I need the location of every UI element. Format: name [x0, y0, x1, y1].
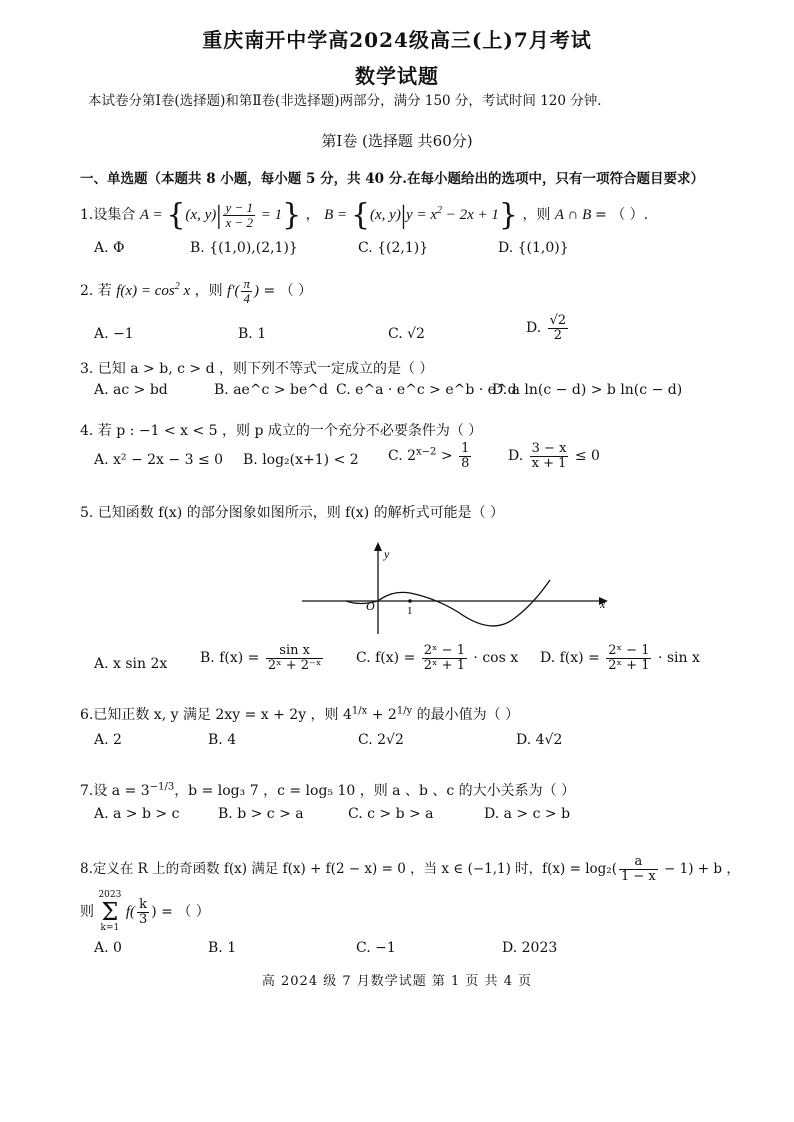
question-8-line-2 — [80, 890, 210, 934]
exam-intro: 本试卷分第Ⅰ卷(选择题)和第Ⅱ卷(非选择题)两部分，满分 150 分，考试时间 120 分钟. — [88, 93, 602, 109]
q5-option-b-num: sin x — [266, 644, 324, 659]
q4-option-d-label: D. — [508, 448, 524, 465]
q5-option-a: A. x sin 2x — [94, 656, 168, 672]
q4-option-c-fraction — [459, 442, 471, 470]
q2-option-d-fraction — [548, 314, 569, 342]
q1-option-d: D. {(1,0)} — [498, 240, 569, 256]
tick-mark-1 — [408, 599, 412, 603]
q8-fraction-den: 1 − x — [620, 869, 656, 884]
q5-option-b-den: 2ˣ + 2⁻ˣ — [267, 657, 322, 673]
q3-option-c: C. e^a · e^c > e^b · e^d — [336, 382, 517, 398]
q8-option-a: A. 0 — [94, 940, 122, 956]
origin-label: O — [366, 599, 375, 613]
function-curve — [346, 580, 550, 626]
x-axis-label: x — [600, 597, 606, 611]
q2-option-d — [526, 314, 570, 342]
q1-option-c: C. {(2,1)} — [358, 240, 429, 256]
q6-exponent-1: 1/x — [351, 705, 368, 717]
q5-option-c-fraction — [422, 644, 467, 672]
q8-sum-num: k — [137, 898, 149, 913]
q4-option-a: A. x² − 2x − 3 ≤ 0 — [94, 452, 224, 468]
question-5-stem: 5. 已知函数 f(x) 的部分图象如图所示，则 f(x) 的解析式可能是（ ） — [80, 505, 505, 521]
q8-option-c: C. −1 — [356, 940, 396, 956]
exam-title: 重庆南开中学高2024级高三(上)7月考试 — [202, 28, 592, 52]
q8-sum-symbol: Σ — [101, 898, 119, 926]
function-graph — [300, 540, 620, 640]
q6-option-d: D. 4√2 — [516, 732, 563, 748]
q8-sum-den: 3 — [138, 911, 148, 927]
exam-subtitle: 数学试题 — [355, 64, 439, 88]
q4-option-c-den: 8 — [461, 455, 470, 471]
q4-option-d-rel: ≤ 0 — [574, 448, 600, 465]
q8-stem-b: − 1) + b ， — [659, 861, 740, 877]
q8-sum-body-b: ) = （ ） — [151, 904, 210, 920]
q7-option-d: D. a > c > b — [484, 806, 571, 822]
q2-option-a: A. −1 — [94, 326, 134, 342]
q1-tail: = （ ）. — [595, 207, 649, 223]
q7-option-c: C. c > b > a — [348, 806, 434, 822]
q4-option-d-num: 3 − x — [531, 441, 567, 456]
question-8-stem — [80, 854, 740, 884]
q1-suffix: ，则 — [522, 207, 551, 223]
q6-exponent-2: 1/y — [396, 705, 413, 717]
q6-stem-c: 的最小值为（ ） — [412, 707, 520, 723]
q1-intersection: A ∩ B — [554, 207, 596, 223]
q7-option-b: B. b > c > a — [218, 806, 304, 822]
q4-option-c — [388, 442, 473, 470]
q5-option-b-label: B. f(x) = — [200, 650, 260, 667]
q8-option-b: B. 1 — [208, 940, 237, 956]
question-6-stem — [80, 704, 519, 724]
q2-tail: = （ ） — [263, 283, 313, 299]
q3-option-b: B. ae^c > be^d — [214, 382, 328, 398]
q2-option-c: C. √2 — [388, 326, 425, 342]
q6-option-b: B. 4 — [208, 732, 237, 748]
q7-exponent: −1/3 — [149, 781, 175, 793]
q2-function: $f(x) = \cos^2 x$ — [116, 281, 191, 299]
q8-sum-upper: 2023 — [98, 890, 122, 900]
q8-summation — [98, 891, 121, 933]
q2-prefix: 2. 若 — [80, 283, 112, 299]
q5-option-c-tail: · cos x — [473, 650, 519, 667]
q2-option-b: B. 1 — [238, 326, 267, 342]
section-heading: 一、单选题（本题共 8 小题，每小题 5 分，共 40 分.在每小题给出的选项中，只有一项符合题目要求） — [80, 171, 704, 187]
q4-option-d — [508, 442, 600, 470]
q6-option-c: C. 2√2 — [358, 732, 404, 748]
question-7-stem — [80, 780, 575, 800]
q8-sum-lower: k=1 — [100, 923, 120, 933]
q2-option-d-num: √2 — [549, 313, 567, 328]
q5-option-d-num: 2ˣ − 1 — [608, 643, 650, 658]
q8-line2-prefix: 则 — [80, 904, 94, 920]
q8-fraction-num: a — [619, 855, 658, 870]
q3-option-d: D. a ln(c − d) > b ln(c − d) — [492, 382, 683, 398]
question-1-stem — [80, 194, 649, 233]
q4-option-d-fraction — [530, 442, 569, 470]
part-title: 第Ⅰ卷 (选择题 共60分) — [321, 132, 473, 150]
q2-mid: ，则 — [194, 283, 223, 299]
q6-option-a: A. 2 — [94, 732, 122, 748]
question-3-stem: 3. 已知 a > b, c > d ，则下列不等式一定成立的是（ ） — [80, 361, 434, 377]
page-footer: 高 2024 级 7 月数学试题 第 1 页 共 4 页 — [261, 974, 533, 989]
y-axis-arrow — [374, 542, 382, 551]
q5-option-d-tail: · sin x — [657, 650, 700, 667]
q1-option-a: A. Φ — [94, 240, 125, 256]
q2-derivative: f′( $\frac{\pi}{4}$ ) — [227, 276, 259, 307]
q5-option-d-label: D. f(x) = — [540, 650, 600, 667]
q6-stem-a: 6.已知正数 x, y 满足 2xy = x + 2y ，则 4 — [80, 707, 352, 723]
q4-option-c-rel: > — [440, 448, 453, 465]
y-axis-label: y — [384, 547, 390, 561]
q2-option-d-den: 2 — [553, 327, 563, 343]
q5-option-d-fraction — [606, 644, 651, 672]
question-4-stem: 4. 若 p : −1 < x < 5 ，则 p 成立的一个充分不必要条件为（ ） — [80, 423, 483, 439]
q5-option-b — [200, 644, 325, 672]
q1-set-a: A = {(x, y)| $\frac{y - 1}{x - 2}$ = 1} — [139, 197, 302, 233]
q8-option-d: D. 2023 — [502, 940, 558, 956]
q7-stem-a: 7.设 a = 3 — [80, 783, 150, 799]
q7-option-a: A. a > b > c — [94, 806, 180, 822]
q4-option-b: B. log₂(x+1) < 2 — [243, 452, 359, 468]
q1-prefix: 1.设集合 — [80, 207, 136, 223]
q1-mid: ， — [305, 207, 320, 223]
q6-stem-b: + 2 — [367, 707, 397, 723]
q5-option-c-den: 2ˣ + 1 — [423, 657, 465, 673]
q5-option-d-den: 2ˣ + 1 — [608, 657, 650, 673]
q8-stem-a: 8.定义在 R 上的奇函数 f(x) 满足 f(x) + f(2 − x) = 0 ，当 x ∈ (−1,1) 时，f(x) = log₂( — [80, 861, 617, 877]
q5-option-b-fraction — [266, 644, 324, 672]
q8-sum-fraction — [137, 898, 149, 926]
q1-option-b: B. {(1,0),(2,1)} — [190, 240, 298, 256]
q8-fraction — [619, 855, 658, 883]
q3-option-a: A. ac > bd — [94, 382, 168, 398]
tick-label-1: 1 — [407, 605, 413, 617]
q4-option-c-exp: x−2 — [416, 446, 437, 458]
q5-option-c-num: 2ˣ − 1 — [423, 643, 465, 658]
q5-option-c-label: C. f(x) = — [356, 650, 416, 667]
q4-option-c-num: 1 — [461, 441, 470, 456]
question-2-stem — [80, 270, 313, 307]
q2-option-d-label: D. — [526, 320, 542, 337]
q5-option-c — [356, 644, 518, 672]
q4-option-c-label: C. 2 — [388, 448, 417, 465]
q1-set-b: B = {(x, $y)|y = x^2 - 2x + 1$} — [324, 197, 518, 233]
q7-stem-b: ，b = log₃ 7 ，c = log₅ 10 ，则 a 、b 、c 的大小关系为（ ） — [174, 783, 576, 799]
q4-option-d-den: x + 1 — [531, 455, 567, 471]
q8-sum-body-a: f( — [125, 904, 135, 920]
q5-option-d — [540, 644, 700, 672]
